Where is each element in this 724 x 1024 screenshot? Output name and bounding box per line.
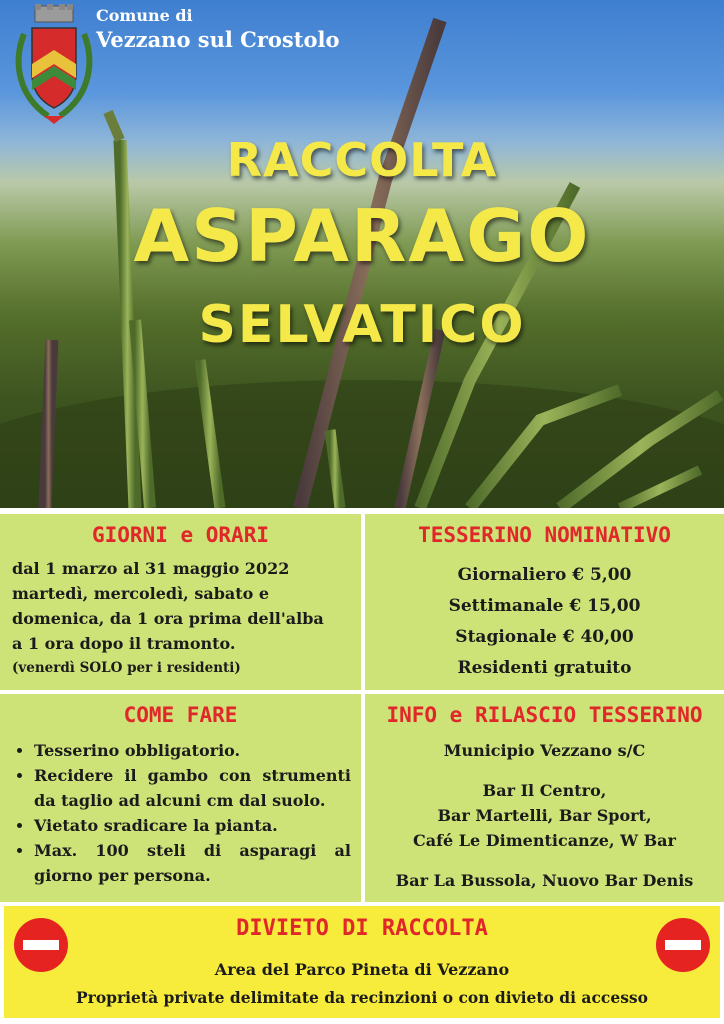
giorni-line-3: domenica, da 1 ora prima dell'alba	[12, 609, 324, 628]
giorni-line-2: martedì, mercoledì, sabato e	[12, 584, 270, 603]
tesserino-panel	[365, 514, 724, 690]
giorni-heading: GIORNI e ORARI	[91, 523, 269, 547]
giorni-orari-panel	[0, 514, 361, 690]
giorni-text	[12, 556, 353, 681]
list-item: • Recidere il gambo con strumenti da taglio ad alcuni cm dal suolo.	[34, 763, 351, 813]
coat-of-arms	[8, 4, 100, 128]
giorni-line-4: a 1 ora dopo il tramonto.	[12, 634, 236, 653]
hero-banner	[0, 0, 724, 508]
come-fare-panel	[0, 694, 361, 902]
price-list	[365, 560, 724, 684]
title-line-2: ASPARAGO	[133, 194, 591, 278]
info-line-5: Bar La Bussola, Nuovo Bar Denis	[395, 871, 694, 890]
price-stagionale: Stagionale € 40,00	[455, 627, 634, 647]
info-heading: INFO e RILASCIO TESSERINO	[386, 703, 703, 727]
price-giornaliero: Giornaliero € 5,00	[457, 565, 632, 585]
title-line-1: RACCOLTA	[226, 133, 498, 187]
rules-list	[12, 738, 351, 888]
comune-label: Comune di	[96, 6, 193, 25]
info-line-2: Bar Il Centro,	[482, 781, 607, 800]
giorni-line-1: dal 1 marzo al 31 maggio 2022	[12, 559, 290, 578]
list-item: • Vietato sradicare la pianta.	[34, 813, 351, 838]
tesserino-heading: TESSERINO NOMINATIVO	[418, 523, 671, 547]
info-panel	[365, 694, 724, 902]
divieto-line-2: Proprietà private delimitate da recinzioni o con divieto di accesso	[76, 988, 648, 1007]
info-line-4: Café Le Dimenticanze, W Bar	[413, 831, 676, 850]
price-settimanale: Settimanale € 15,00	[448, 596, 641, 616]
info-text	[365, 738, 724, 893]
come-fare-heading: COME FARE	[123, 703, 238, 727]
info-line-1: Municipio Vezzano s/C	[443, 741, 646, 760]
divieto-footer	[4, 906, 720, 1018]
title-line-3: SELVATICO	[198, 295, 526, 355]
divieto-heading: DIVIETO DI RACCOLTA	[236, 916, 488, 941]
divieto-line-1: Area del Parco Pineta di Vezzano	[214, 960, 510, 979]
info-line-3: Bar Martelli, Bar Sport,	[437, 806, 652, 825]
list-item: • Max. 100 steli di asparagi al giorno per persona.	[34, 838, 351, 888]
giorni-note: (venerdì SOLO per i residenti)	[12, 660, 241, 676]
price-residenti: Residenti gratuito	[457, 658, 632, 678]
list-item: • Tesserino obbligatorio.	[34, 738, 351, 763]
comune-name: Vezzano sul Crostolo	[96, 27, 340, 52]
